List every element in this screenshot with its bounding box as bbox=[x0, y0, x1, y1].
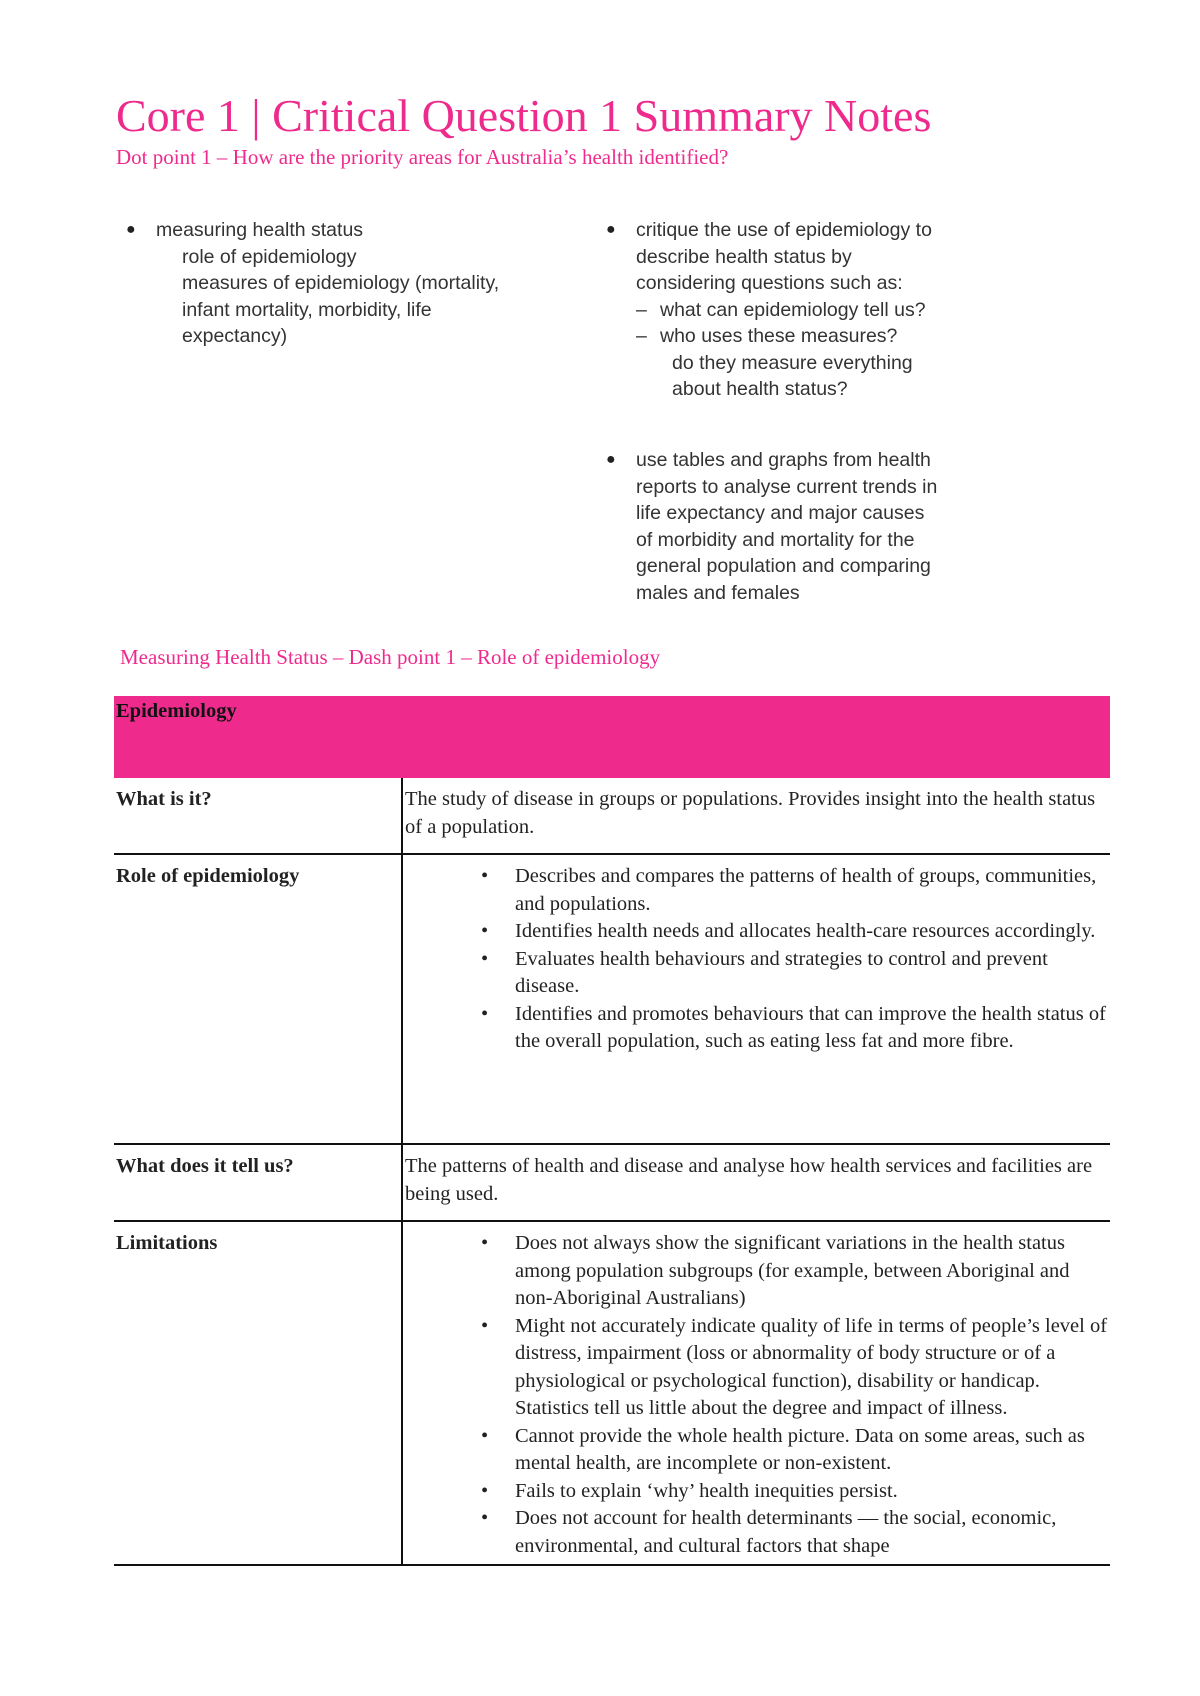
list-item: • Cannot provide the whole health picture. Data on some areas, such as mental health, are incomplete or non-existent. bbox=[481, 1424, 1085, 1474]
epidemiology-table bbox=[114, 696, 1110, 1566]
list-item: • Might not accurately indicate quality of life in terms of people’s level of distress, impairment (loss or abnormality of body structure or of a physiological or psychological function), disability or handicap. Statistics tell us little about the degree and impact of illness. bbox=[481, 1314, 1108, 1419]
row-label: What is it? bbox=[114, 778, 402, 854]
bullet-icon: • bbox=[481, 1002, 489, 1025]
bullet-icon: ● bbox=[606, 221, 616, 238]
bullet-icon: • bbox=[481, 1314, 489, 1337]
syllabus-left-line: infant mortality, morbidity, life bbox=[182, 298, 432, 321]
syllabus-right-line: males and females bbox=[636, 581, 800, 604]
syllabus-right-line: ● critique the use of epidemiology to bbox=[636, 217, 932, 244]
syllabus-right-line: general population and comparing bbox=[636, 555, 931, 577]
bullet-icon: • bbox=[481, 947, 489, 970]
section-heading: Measuring Health Status – Dash point 1 – Role of epidemiology bbox=[120, 645, 661, 669]
table-row bbox=[114, 1144, 1110, 1221]
syllabus-left bbox=[126, 217, 500, 350]
table-row bbox=[114, 854, 1110, 1144]
bullet-icon: • bbox=[481, 1479, 489, 1502]
syllabus-right-1 bbox=[606, 217, 932, 403]
dash-icon: – bbox=[636, 298, 647, 321]
table-header: Epidemiology bbox=[114, 696, 1110, 778]
list-item: • Fails to explain ‘why’ health inequities persist. bbox=[515, 1478, 1110, 1506]
row-label: Limitations bbox=[114, 1221, 402, 1565]
syllabus-dash-item: – who uses these measures? bbox=[636, 323, 932, 350]
table-row bbox=[114, 778, 1110, 854]
syllabus-left-line: expectancy) bbox=[182, 325, 288, 347]
list-item: • Does not always show the significant variations in the health status among population subgroups (for example, between Aboriginal and non-Aboriginal Australians) bbox=[481, 1232, 1070, 1309]
bullet-icon: • bbox=[481, 1507, 489, 1529]
syllabus-right-line: ● use tables and graphs from health bbox=[636, 447, 937, 474]
list-item: • Evaluates health behaviours and strategies to control and prevent disease. bbox=[481, 947, 1048, 997]
table-row bbox=[114, 1221, 1110, 1565]
list-item: • Identifies and promotes behaviours that can improve the health status of the overall population, such as eating less fat and more fibre. bbox=[481, 1002, 1106, 1052]
syllabus-left-bullet: ● measuring health status bbox=[156, 217, 499, 244]
syllabus-dash-item: – what can epidemiology tell us? bbox=[636, 297, 932, 324]
page-subtitle: Dot point 1 – How are the priority areas for Australia’s health identified? bbox=[116, 145, 729, 169]
page-title: Core 1 | Critical Question 1 Summary Notes bbox=[116, 90, 932, 141]
bullet-icon: • bbox=[481, 1232, 489, 1254]
bullet-icon: • bbox=[481, 1424, 489, 1447]
bullet-icon: • bbox=[481, 920, 489, 942]
bullet-icon: ● bbox=[606, 451, 616, 468]
row-label: What does it tell us? bbox=[114, 1144, 402, 1221]
syllabus-right-line: of morbidity and mortality for the bbox=[636, 528, 915, 551]
list-item: • Does not account for health determinants — the social, economic, environmental, and cultural factors that shape bbox=[481, 1507, 1057, 1557]
row-bullets bbox=[402, 854, 1110, 1144]
syllabus-right-2 bbox=[606, 447, 938, 606]
list-item: • Describes and compares the patterns of health of groups, communities, and populations. bbox=[481, 865, 1097, 915]
syllabus-sub-line: about health status? bbox=[672, 378, 848, 400]
syllabus-right-line: reports to analyse current trends in bbox=[636, 475, 938, 498]
row-bullets bbox=[402, 1221, 1110, 1565]
bullet-icon: • bbox=[481, 865, 489, 887]
syllabus-right-line: life expectancy and major causes bbox=[636, 502, 925, 524]
row-text: The study of disease in groups or populations. Provides insight into the health status of a population. bbox=[402, 778, 1110, 854]
syllabus-right-line: considering questions such as: bbox=[636, 272, 903, 294]
table-header-row bbox=[114, 696, 1110, 778]
row-label: Role of epidemiology bbox=[114, 854, 402, 1144]
syllabus-left-line: role of epidemiology bbox=[182, 245, 357, 268]
syllabus-right-line: describe health status by bbox=[636, 245, 852, 268]
syllabus-sub-line: do they measure everything bbox=[672, 351, 913, 374]
row-text: The patterns of health and disease and analyse how health services and facilities are being used. bbox=[402, 1144, 1110, 1221]
bullet-icon: ● bbox=[126, 221, 136, 238]
list-item: • Identifies health needs and allocates health-care resources accordingly. bbox=[515, 918, 1110, 946]
dash-icon: – bbox=[636, 325, 647, 347]
syllabus-left-line: measures of epidemiology (mortality, bbox=[182, 272, 500, 294]
